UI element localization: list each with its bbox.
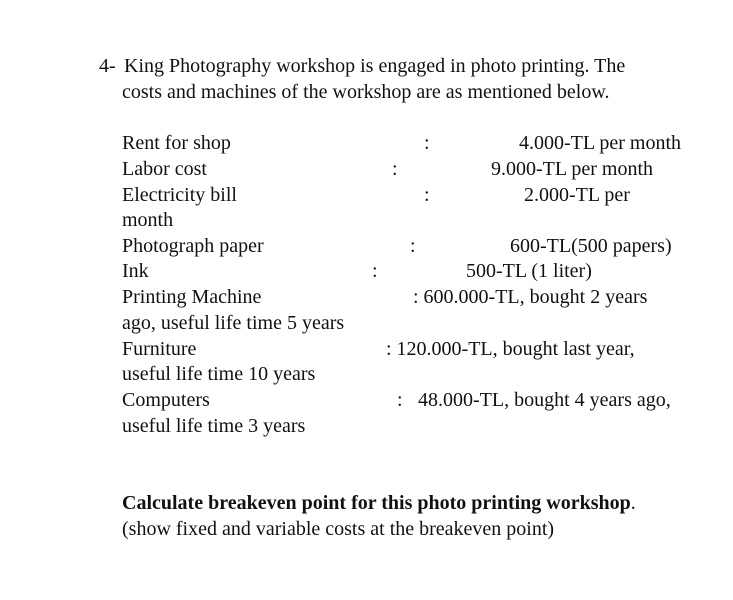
- labor-colon: :: [392, 158, 398, 180]
- ink-colon: :: [372, 260, 378, 282]
- computers-colon: :: [397, 389, 403, 411]
- rent-label: Rent for shop: [122, 132, 231, 154]
- computers-wrap: useful life time 3 years: [122, 415, 306, 437]
- task-instruction-period: .: [630, 492, 636, 514]
- ink-value: 500-TL (1 liter): [466, 260, 592, 282]
- electricity-colon: :: [424, 184, 430, 206]
- paper-label: Photograph paper: [122, 235, 264, 257]
- electricity-value: 2.000-TL per: [524, 184, 630, 206]
- furniture-value: : 120.000-TL, bought last year,: [386, 338, 635, 360]
- electricity-wrap: month: [122, 209, 174, 231]
- labor-label: Labor cost: [122, 158, 207, 180]
- task-note: (show fixed and variable costs at the breakeven point): [122, 518, 555, 540]
- printing-value: : 600.000-TL, bought 2 years: [413, 286, 648, 308]
- task-instruction: [122, 490, 636, 516]
- task-instruction-bold: Calculate breakeven point for this photo printing workshop: [122, 492, 631, 514]
- printing-label: Printing Machine: [122, 286, 262, 308]
- question-number: 4-: [99, 55, 116, 77]
- printing-wrap: ago, useful life time 5 years: [122, 312, 345, 334]
- labor-value: 9.000-TL per month: [491, 158, 654, 180]
- ink-label: Ink: [122, 260, 149, 282]
- computers-label: Computers: [122, 389, 210, 411]
- furniture-label: Furniture: [122, 338, 197, 360]
- furniture-wrap: useful life time 10 years: [122, 363, 316, 385]
- rent-value: 4.000-TL per month: [519, 132, 682, 154]
- paper-colon: :: [410, 235, 416, 257]
- paper-value: 600-TL(500 papers): [510, 235, 672, 257]
- electricity-label: Electricity bill: [122, 184, 237, 206]
- question-intro-line-1: King Photography workshop is engaged in photo printing. The: [124, 55, 626, 77]
- rent-colon: :: [424, 132, 430, 154]
- computers-value: 48.000-TL, bought 4 years ago,: [418, 389, 671, 411]
- question-intro-line-2: costs and machines of the workshop are as mentioned below.: [122, 81, 610, 103]
